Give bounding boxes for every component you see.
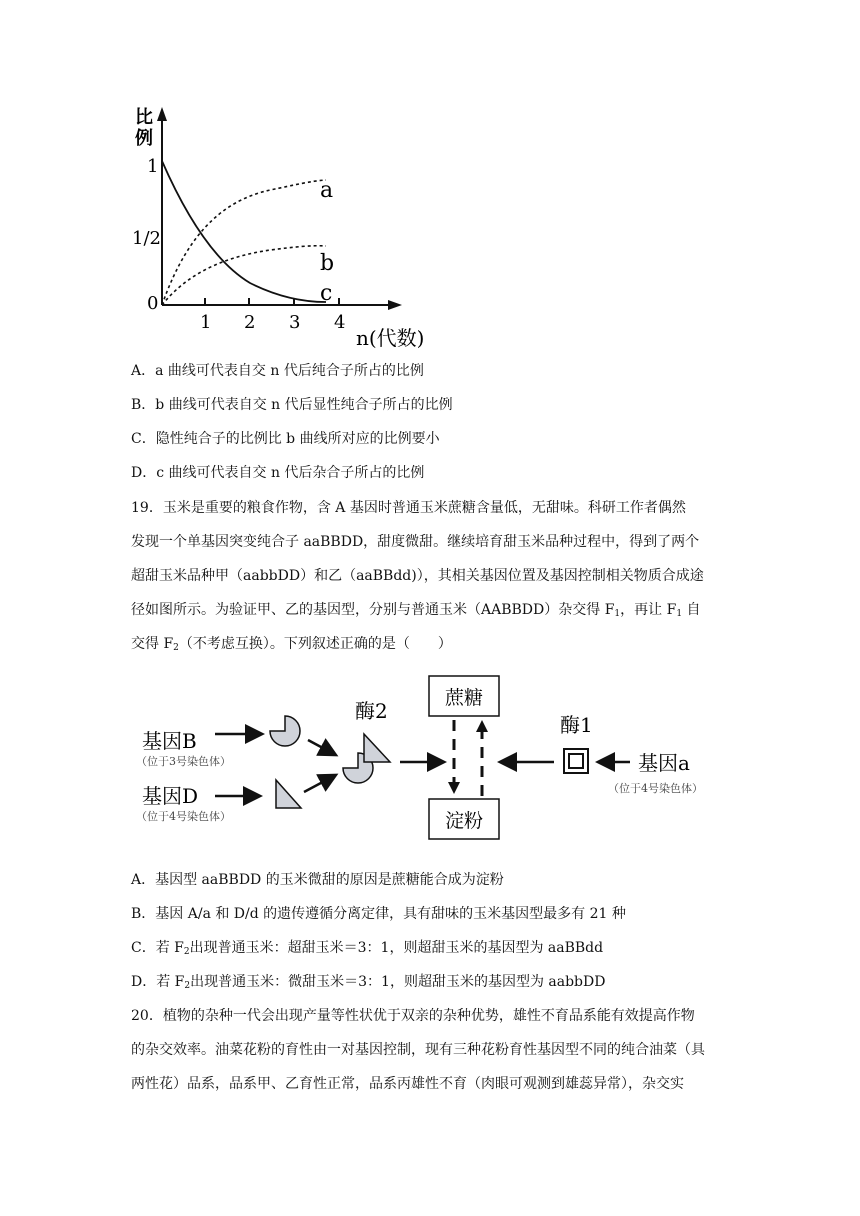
q19-line-3: 超甜玉米品种甲（aabbDD）和乙（aaBBdd)），其相关基因位置及基因控制相关物质合成途 [131, 568, 704, 584]
x-tick-4: 4 [334, 312, 346, 333]
proportion-graph [130, 95, 430, 355]
enzyme-2-label: 酶2 [355, 699, 388, 723]
curve-b [162, 246, 326, 305]
q20-line-1: 20．植物的杂种一代会出现产量等性状优于双亲的杂种优势，雄性不育品系能有效提高作物 [131, 1008, 695, 1024]
q19-line-1: 19．玉米是重要的粮食作物，含 A 基因时普通玉米蔗糖含量低，无甜味。科研工作者偶然 [131, 500, 686, 516]
y-tick-half: 1/2 [132, 228, 161, 249]
enzyme-2-triangle-icon [364, 734, 390, 762]
x-tick-3: 3 [289, 312, 301, 333]
q18-option-d: D．c 曲线可代表自交 n 代后杂合子所占的比例 [131, 465, 425, 481]
q19-line-2: 发现一个单基因突变纯合子 aaBBDD，甜度微甜。继续培育甜玉米品种过程中，得到了两个 [131, 534, 700, 550]
curve-c [162, 161, 326, 302]
y-tick-1: 1 [147, 156, 159, 177]
q18-option-b: B．b 曲线可代表自交 n 代后显性纯合子所占的比例 [131, 397, 453, 413]
q18-option-c: C．隐性纯合子的比例比 b 曲线所对应的比例要小 [131, 431, 440, 447]
up-arrowhead [476, 720, 488, 732]
triangle-shape-icon [276, 780, 301, 808]
enzyme-1-label: 酶1 [560, 713, 593, 737]
gene-b-note: （位于3号染色体） [136, 755, 231, 768]
y-tick-0: 0 [147, 293, 159, 314]
curve-b-label: b [320, 251, 335, 276]
gene-a-label: 基因a [638, 751, 690, 775]
pathway-diagram [130, 668, 730, 848]
x-axis-arrow [388, 300, 402, 310]
gene-d-label: 基因D [142, 784, 199, 808]
x-label: n(代数) [356, 326, 425, 350]
q19-option-b: B．基因 A/a 和 D/d 的遗传遵循分离定律，具有甜味的玉米基因型最多有 21 种 [131, 906, 626, 922]
x-tick-2: 2 [244, 312, 256, 333]
q20-line-2: 的杂交效率。油菜花粉的育性由一对基因控制，现有三种花粉育性基因型不同的纯合油菜（具 [131, 1042, 705, 1058]
y-label-2: 例 [135, 128, 153, 149]
gene-b-label: 基因B [142, 729, 197, 753]
down-arrowhead [448, 782, 460, 794]
gene-d-note: （位于4号染色体） [136, 810, 231, 823]
curve-a [162, 180, 326, 305]
curve-c-label: c [320, 281, 333, 306]
x-tick-1: 1 [200, 312, 212, 333]
q19-option-c: C．若 $F_2$出现普通玉米：超甜玉米＝3：1，则超甜玉米的基因型为 aaBBdd [131, 940, 604, 957]
q19-line-4: 径如图所示。为验证甲、乙的基因型，分别与普通玉米（AABBDD）杂交得 $F_1$，再让 $F_1$ 自 [131, 602, 701, 619]
y-axis-arrow [157, 107, 167, 121]
q19-line-5: 交得 $F_2$（不考虑互换）。下列叙述正确的是（ ） [131, 636, 452, 653]
pacman-shape-icon [270, 716, 300, 746]
q18-option-a: A．a 曲线可代表自交 n 代后纯合子所占的比例 [131, 363, 424, 379]
gene-a-note: （位于4号染色体） [608, 782, 703, 795]
curve-a-label: a [320, 178, 334, 203]
q19-option-d: D．若 $F_2$出现普通玉米：微甜玉米＝3：1，则超甜玉米的基因型为 aabbDD [131, 974, 606, 991]
q20-line-3: 两性花）品系，品系甲、乙育性正常，品系丙雄性不育（肉眼可观测到雄蕊异常），杂交实 [131, 1076, 684, 1092]
q19-option-a: A．基因型 aaBBDD 的玉米微甜的原因是蔗糖能合成为淀粉 [131, 872, 504, 888]
y-label-1: 比 [135, 107, 153, 128]
sucrose-label: 蔗糖 [444, 687, 484, 709]
starch-label: 淀粉 [444, 810, 484, 832]
